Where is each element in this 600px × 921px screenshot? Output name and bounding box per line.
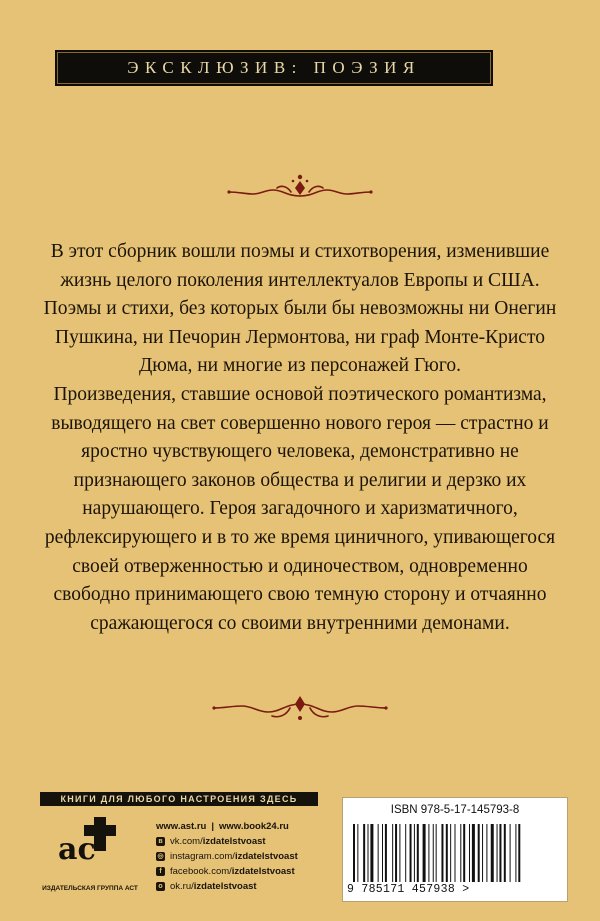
link-separator: | xyxy=(211,821,214,832)
ok-handle: izdatelstvoast xyxy=(193,881,257,892)
facebook-handle: izdatelstvoast xyxy=(231,866,295,877)
svg-text:ac: ac xyxy=(58,832,96,867)
site-link-book24[interactable]: www.book24.ru xyxy=(219,821,289,832)
ornament-bottom xyxy=(0,690,600,726)
vk-handle: izdatelstvoast xyxy=(202,836,266,847)
series-label: ЭКСКЛЮЗИВ: ПОЭЗИЯ xyxy=(127,58,421,77)
publisher-logo xyxy=(40,815,140,892)
vk-link[interactable] xyxy=(156,834,298,849)
publisher-links xyxy=(156,819,298,894)
ast-logo-icon xyxy=(54,815,126,869)
series-banner xyxy=(57,52,491,84)
barcode-block xyxy=(342,797,568,902)
blurb-paragraph-2: Произведения, ставшие основой поэтического романтизма, выводящего на свет совершенно нового героя — страстно и яростно чувствующего человека, демонстративно не признающего законов общества и религии и дерзко их нарушающего. Героя загадочного и харизматичного, рефлексирующего и в то же время циничного, упивающегося своей отверженностью и одиночеством, одновременно свободно принимающего свою темную сторону и отчаянно сражающегося со своими внутренними демонами. xyxy=(44,383,556,634)
ok-icon: о xyxy=(156,882,165,891)
instagram-prefix: instagram.com/ xyxy=(170,851,235,862)
barcode-bars xyxy=(353,824,557,884)
ok-link[interactable] xyxy=(156,879,298,894)
facebook-link[interactable] xyxy=(156,864,298,879)
tagline-banner xyxy=(40,792,318,806)
facebook-icon: f xyxy=(156,867,165,876)
isbn-number: ISBN 978-5-17-145793-8 xyxy=(390,804,520,816)
instagram-icon: ◎ xyxy=(157,853,164,860)
vk-prefix: vk.com/ xyxy=(170,836,203,847)
vk-icon: в xyxy=(156,837,165,846)
site-links xyxy=(156,819,298,834)
publisher-name: ИЗДАТЕЛЬСКАЯ ГРУППА АСТ xyxy=(42,885,138,892)
facebook-prefix: facebook.com/ xyxy=(170,866,232,877)
site-link-ast[interactable]: www.ast.ru xyxy=(156,821,207,832)
annotation-text xyxy=(40,238,560,638)
ornament-top xyxy=(0,172,600,208)
ok-prefix: ok.ru/ xyxy=(170,881,194,892)
blurb-paragraph-1: В этот сборник вошли поэмы и стихотворения, изменившие жизнь целого поколения интеллектуалов Европы и США. Поэмы и стихи, без которых были бы невозможны ни Онегин Пушкина, ни Печорин Лермонтова, ни граф Монте-Кристо Дюма, ни многие из персонажей Гюго. xyxy=(43,241,557,377)
instagram-link[interactable] xyxy=(156,849,298,864)
tagline-text: КНИГИ ДЛЯ ЛЮБОГО НАСТРОЕНИЯ ЗДЕСЬ xyxy=(60,794,298,804)
instagram-handle: izdatelstvoast xyxy=(234,851,298,862)
barcode-digits: 9 785171 457938 > xyxy=(347,883,470,896)
